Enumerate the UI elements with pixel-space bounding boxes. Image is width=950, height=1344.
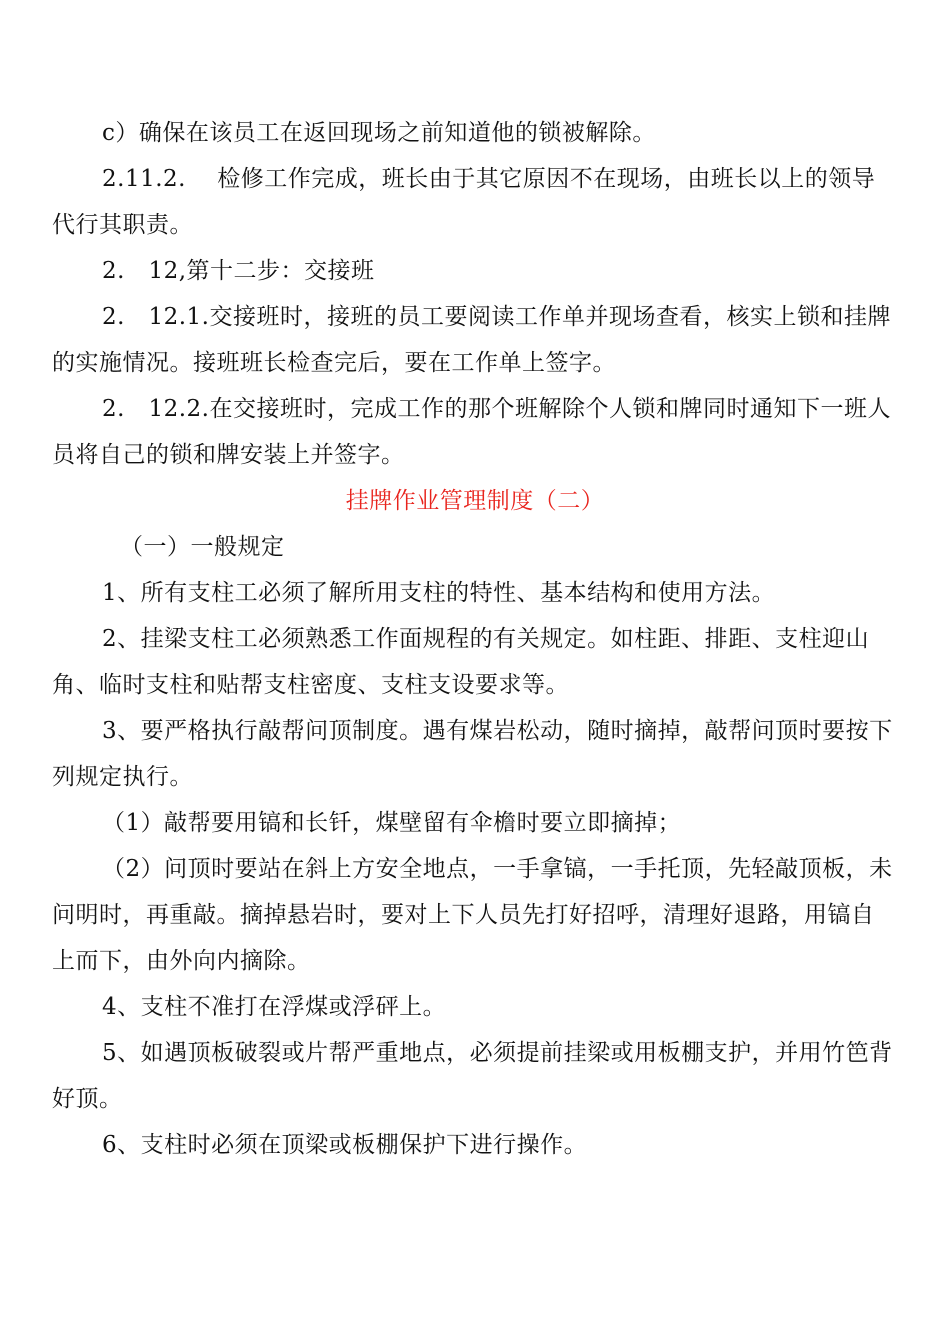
rule-1: 1、所有支柱工必须了解所用支柱的特性、基本结构和使用方法。 <box>102 580 776 606</box>
paragraph-2-12-2-line1: 2. 12.2.在交接班时，完成工作的那个班解除个人锁和牌同时通知下一班人 <box>102 396 891 422</box>
rule-6: 6、支柱时必须在顶梁或板棚保护下进行操作。 <box>102 1132 588 1158</box>
rule-5-line2: 好顶。 <box>52 1086 123 1112</box>
rule-2-line1: 2、挂梁支柱工必须熟悉工作面规程的有关规定。如柱距、排距、支柱迎山 <box>102 626 870 652</box>
rule-5-line1: 5、如遇顶板破裂或片帮严重地点，必须提前挂梁或用板棚支护，并用竹笆背 <box>102 1040 893 1066</box>
rule-3-item-2-line2: 问明时，再重敲。摘掉悬岩时，要对上下人员先打好招呼，清理好退路，用镐自 <box>52 902 875 928</box>
subsection-general-rules: （一）一般规定 <box>120 534 285 560</box>
paragraph-2-12-heading: 2. 12,第十二步：交接班 <box>102 258 375 284</box>
rule-3-line1: 3、要严格执行敲帮问顶制度。遇有煤岩松动，随时摘掉，敲帮问顶时要按下 <box>102 718 893 744</box>
rule-4: 4、支柱不准打在浮煤或浮砰上。 <box>102 994 447 1020</box>
document-page <box>52 110 898 1168</box>
paragraph-c: c）确保在该员工在返回现场之前知道他的锁被解除。 <box>102 120 656 146</box>
paragraph-2-11-2-line2: 代行其职责。 <box>52 212 193 238</box>
paragraph-2-11-2-line1: 2.11.2. 检修工作完成，班长由于其它原因不在现场，由班长以上的领导 <box>102 166 876 192</box>
rule-3-item-2-line1: （2）问顶时要站在斜上方安全地点，一手拿镐，一手托顶，先轻敲顶板，未 <box>102 856 893 882</box>
paragraph-2-12-1-line2: 的实施情况。接班班长检查完后，要在工作单上签字。 <box>52 350 616 376</box>
paragraph-2-12-2-line2: 员将自己的锁和牌安装上并签字。 <box>52 442 405 468</box>
rule-2-line2: 角、临时支柱和贴帮支柱密度、支柱支设要求等。 <box>52 672 569 698</box>
rule-3-item-1: （1）敲帮要用镐和长钎，煤壁留有伞檐时要立即摘掉； <box>102 810 682 836</box>
paragraph-2-12-1-line1: 2. 12.1.交接班时，接班的员工要阅读工作单并现场查看，核实上锁和挂牌 <box>102 304 891 330</box>
section-title: 挂牌作业管理制度（二） <box>345 488 605 514</box>
rule-3-line2: 列规定执行。 <box>52 764 193 790</box>
rule-3-item-2-line3: 上而下，由外向内摘除。 <box>52 948 311 974</box>
